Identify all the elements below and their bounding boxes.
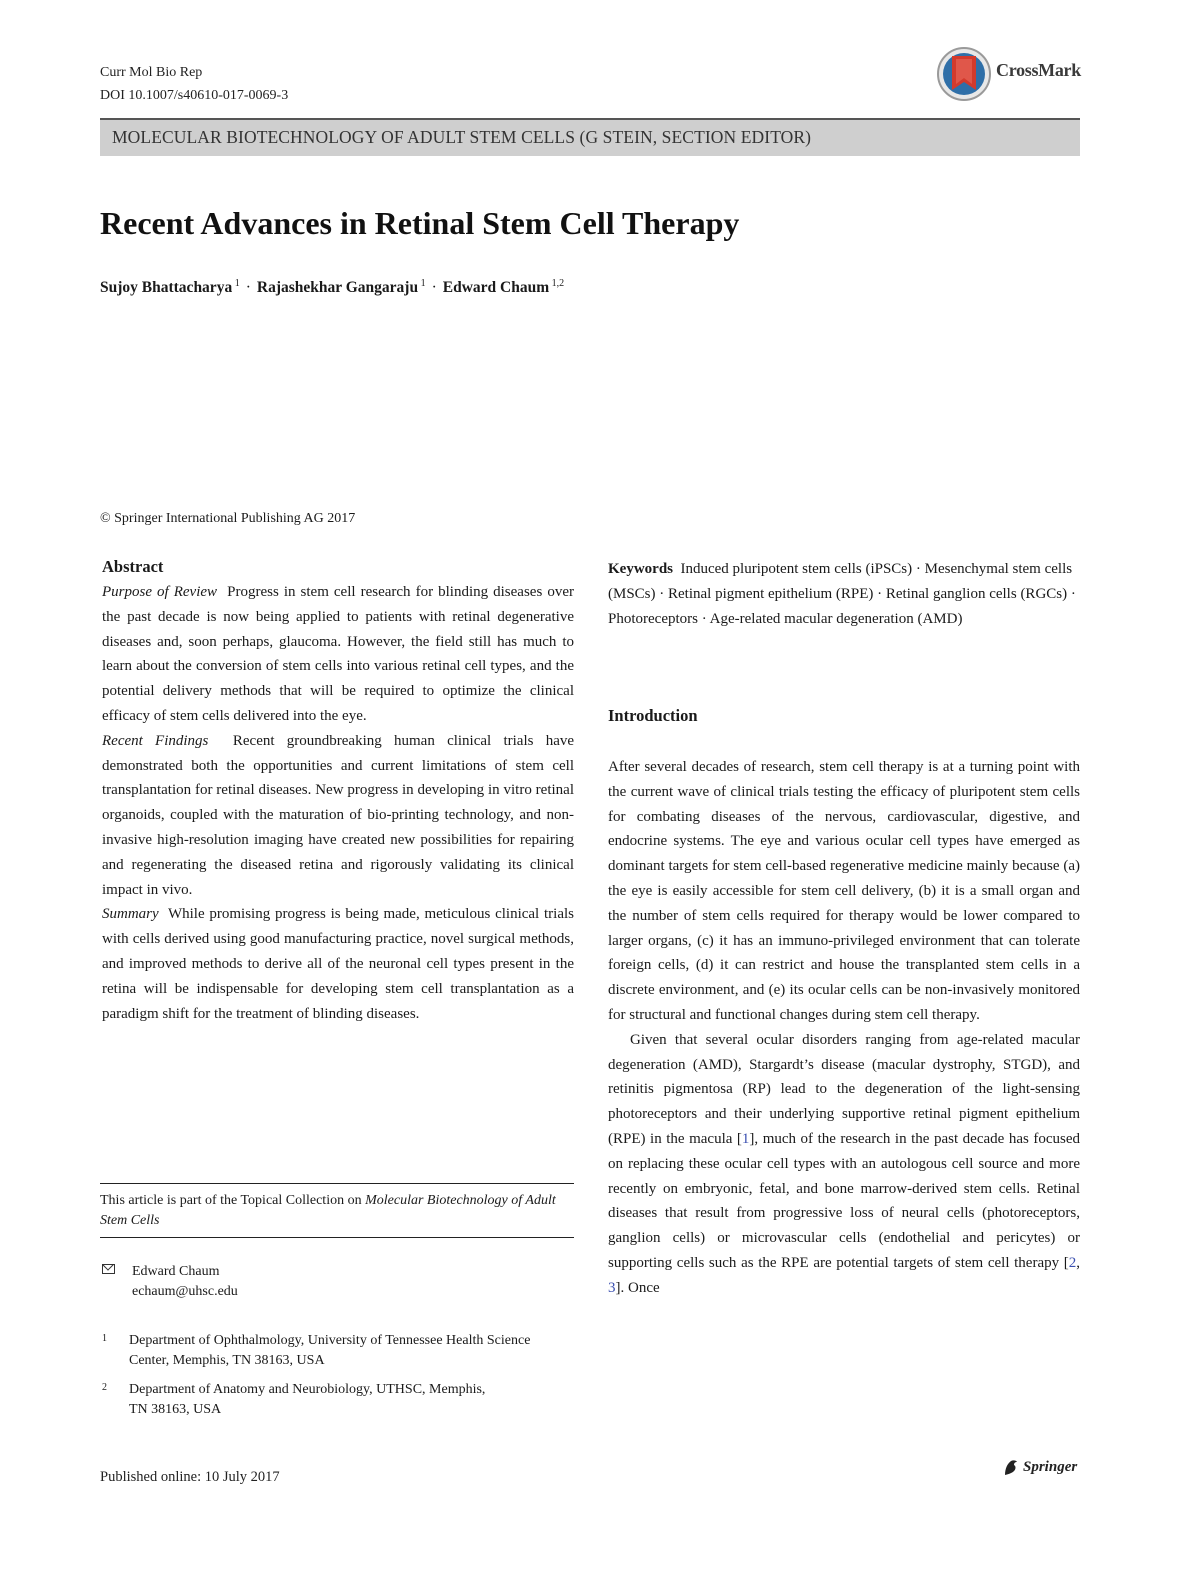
publisher-name: Springer <box>1023 1459 1078 1475</box>
intro-text-segment: , <box>1076 1254 1080 1271</box>
topical-collection-name: Molecular Biotechnology of Adult Stem Cells <box>100 1193 556 1228</box>
citation-link[interactable]: 2 <box>1068 1254 1077 1271</box>
abstract-purpose-text: Progress in stem cell research for blinding diseases over the past decade is now being applied to patients with retinal degenerative diseases and, soon perhaps, glaucoma. However, the field still has much to learn about the conversion of stem cells into various retinal cell types, and the potential delivery methods that will be required to optimize the clinical efficacy of stem cells delivered into the eye. <box>102 584 574 724</box>
section-banner-text: MOLECULAR BIOTECHNOLOGY OF ADULT STEM CELLS (G STEIN, SECTION EDITOR) <box>112 127 812 147</box>
doi[interactable]: DOI 10.1007/s40610-017-0069-3 <box>100 88 289 103</box>
author-separator: · <box>245 279 251 297</box>
citation-link[interactable]: 3 <box>608 1279 616 1296</box>
author-affiliation-mark: 1 <box>234 278 240 289</box>
abstract-body <box>102 580 574 1026</box>
copyright-notice: © Springer International Publishing AG 2017 <box>100 511 356 526</box>
corresponding-author <box>102 1262 238 1301</box>
keywords-block <box>608 557 1080 631</box>
intro-text-segment: ]. Once <box>615 1279 660 1296</box>
affiliation-text: Department of Ophthalmology, University of Tennessee Health Science Center, Memphis, TN 38163, USA <box>129 1333 531 1368</box>
abstract-purpose <box>102 580 574 729</box>
abstract-summary-label: Summary <box>102 906 159 923</box>
keywords-text: Induced pluripotent stem cells (iPSCs) · Mesenchymal stem cells (MSCs) · Retinal pigment epithelium (RPE) · Retinal ganglion cells (RGCs) · Photoreceptors · Age-related macular degeneration (AMD) <box>608 561 1076 627</box>
author-affiliation-mark: 1,2 <box>551 278 565 289</box>
crossmark-icon <box>936 46 992 102</box>
crossmark-badge[interactable] <box>936 46 1086 104</box>
author-name[interactable]: Sujoy Bhattacharya <box>100 279 233 297</box>
intro-text-segment: Given that several ocular disorders ranging from age-related macular degeneration (AMD), Stargardt’s disease (macular dystrophy, STGD), and retinitis pigmentosa (RP) lead to the degeneration of the light-sensing photoreceptors and their underlying supportive retinal pigment epithelium (RPE) in the macula [ <box>608 1031 1080 1147</box>
author-separator: · <box>431 279 437 297</box>
corresponding-author-name: Edward Chaum <box>132 1264 220 1279</box>
abstract-findings-label: Recent Findings <box>102 732 209 749</box>
crossmark-label: CrossMark <box>996 60 1081 80</box>
author-list <box>100 278 564 297</box>
author-name[interactable]: Rajashekhar Gangaraju <box>256 279 419 297</box>
abstract-heading: Abstract <box>102 557 164 576</box>
affiliation-number: 2 <box>102 1382 107 1393</box>
envelope-icon <box>102 1264 115 1274</box>
intro-text-segment: ], much of the research in the past decade has focused on replacing these ocular cell types with an autologous cell source and more recently on embryonic, fetal, and bone marrow-derived stem cells. Retinal diseases that result from progressive loss of neural cells (photoreceptors, ganglion cells) or microvascular cells (endothelial and pericytes) or supporting cells such as the RPE are potential targets of stem cell therapy [ <box>608 1130 1081 1271</box>
topical-prefix: This article is part of the Topical Collection on <box>100 1193 366 1208</box>
abstract-summary <box>102 902 574 1026</box>
keywords-label: Keywords <box>608 561 673 577</box>
introduction-paragraph-1: After several decades of research, stem cell therapy is at a turning point with the current wave of clinical trials testing the efficacy of pluripotent stem cells for combating diseases of the nervous, cardiovascular, digestive, and endocrine systems. The eye and various ocular cell types have emerged as dominant targets for stem cell-based regenerative medicine mainly because (a) the eye is easily accessible for stem cell delivery, (b) it is a small organ and the number of stem cells required for therapy would be lower compared to larger organs, (c) it has an immuno-privileged environment that can tolerate foreign cells, (d) it can restrict and house the transplanted stem cells in a discrete environment, and (e) its ocular cells can be non-invasively monitored for structural and functional changes during stem cell therapy. <box>608 759 1080 1023</box>
article-title: Recent Advances in Retinal Stem Cell Therapy <box>100 205 740 241</box>
corresponding-author-email[interactable]: echaum@uhsc.edu <box>132 1283 238 1299</box>
springer-horse-icon <box>1001 1458 1021 1478</box>
journal-name: Curr Mol Bio Rep <box>100 65 203 80</box>
publisher-logo <box>1001 1458 1081 1480</box>
introduction-paragraph-2 <box>608 1028 1080 1301</box>
author-name[interactable]: Edward Chaum <box>442 279 550 297</box>
introduction-body <box>608 755 1080 1301</box>
section-banner <box>100 118 1080 156</box>
abstract-purpose-label: Purpose of Review <box>102 584 218 600</box>
affiliation-text: Department of Anatomy and Neurobiology, UTHSC, Memphis, TN 38163, USA <box>129 1382 486 1417</box>
affiliation-number: 1 <box>102 1333 107 1344</box>
topical-collection-note <box>100 1183 574 1238</box>
abstract-summary-text: While promising progress is being made, meticulous clinical trials with cells derived using good manufacturing practice, novel surgical methods, and improved methods to derive all of the neuronal cell types present in the retina will be indispensable for developing stem cell transplantation as a paradigm shift for the treatment of blinding diseases. <box>102 906 574 1022</box>
citation-link[interactable]: 1 <box>741 1130 750 1147</box>
introduction-heading: Introduction <box>608 706 698 725</box>
published-date: Published online: 10 July 2017 <box>100 1469 280 1485</box>
affiliation-2 <box>102 1380 489 1419</box>
abstract-findings <box>102 729 574 903</box>
author-affiliation-mark: 1 <box>420 278 426 289</box>
abstract-findings-text: Recent groundbreaking human clinical trials have demonstrated both the opportunities and current limitations of stem cell transplantation for retinal diseases. New progress in developing in vitro retinal organoids, coupled with the maturation of bio-printing technology, and non-invasive high-resolution imaging have created new possibilities for repairing and regenerating the diseased retina and rigorously validating its clinical impact in vivo. <box>102 732 575 898</box>
affiliation-1 <box>102 1331 549 1370</box>
